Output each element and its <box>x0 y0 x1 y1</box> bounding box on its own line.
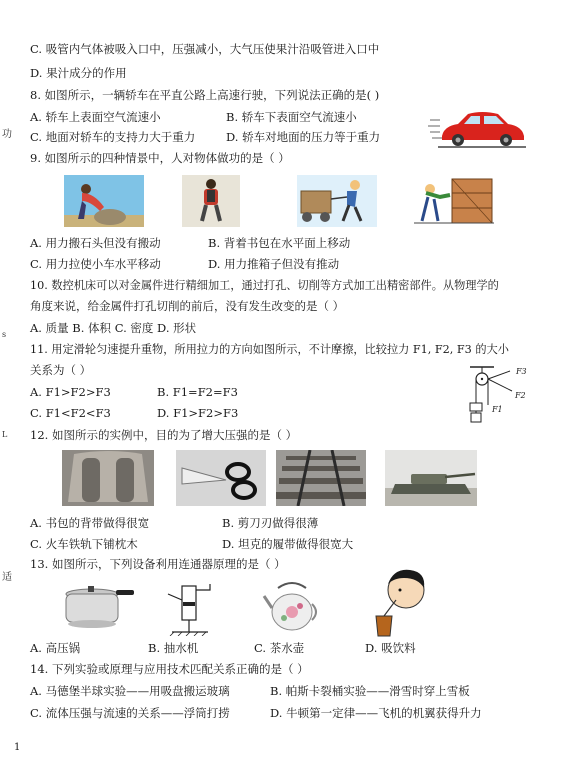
pulley-label-f1: F1 <box>492 405 503 414</box>
q11-option-c: C. F1<F2<F3 <box>30 406 111 420</box>
backpack-straps-picture <box>62 450 154 506</box>
q13-option-b: B. 抽水机 <box>148 641 199 655</box>
page-number: 1 <box>14 742 21 753</box>
q9-option-a: A. 用力搬石头但没有搬动 <box>30 236 161 250</box>
pulling-cart-picture <box>297 175 377 227</box>
q11-option-d: D. F1>F2>F3 <box>157 406 239 420</box>
q8-stem: 8. 如图所示，一辆轿车在平直公路上高速行驶，下列说法正确的是( ) <box>30 88 380 102</box>
q12-stem: 12. 如图所示的实例中，目的为了增大压强的是（ ） <box>30 428 298 442</box>
q11-option-a: A. F1>F2>F3 <box>30 385 111 399</box>
q9-stem: 9. 如图所示的四种情景中，人对物体做功的是（ ） <box>30 151 290 165</box>
pushing-box-picture <box>412 175 496 227</box>
margin-mark: 适 <box>2 572 12 583</box>
q11-stem-line2: 关系为（ ） <box>30 363 92 377</box>
q9-option-c: C. 用力拉使小车水平移动 <box>30 257 161 271</box>
drinking-straw-picture <box>370 566 432 638</box>
q14-option-b: B. 帕斯卡裂桶实验——滑雪时穿上雪板 <box>270 684 470 698</box>
q13-option-c: C. 茶水壶 <box>254 641 305 655</box>
q7-option-c: C. 吸管内气体被吸入口中，压强减小，大气压使果汁沿吸管进入口中 <box>30 42 380 56</box>
q8-option-a: A. 轿车上表面空气流速小 <box>30 110 161 124</box>
q14-option-c: C. 流体压强与流速的关系——浮筒打捞 <box>30 706 230 720</box>
q13-option-a: A. 高压锅 <box>30 641 81 655</box>
margin-mark: 功 <box>2 129 12 140</box>
pulley-label-f2: F2 <box>515 391 526 400</box>
q8-option-b: B. 轿车下表面空气流速小 <box>226 110 357 124</box>
q7-option-d: D. 果汁成分的作用 <box>30 66 127 80</box>
q11-option-b: B. F1=F2=F3 <box>157 385 238 399</box>
q8-option-c: C. 地面对轿车的支持力大于重力 <box>30 130 196 144</box>
q14-option-a: A. 马德堡半球实验——用吸盘搬运玻璃 <box>30 684 230 698</box>
q10-stem-line2: 角度来说，给金属件打孔切削的前后，没有发生改变的是（ ） <box>30 299 345 313</box>
pressure-cooker-picture <box>60 582 136 632</box>
pulley-label-f3: F3 <box>516 367 527 376</box>
red-car-figure <box>428 106 528 150</box>
q12-option-d: D. 坦克的履带做得很宽大 <box>222 537 354 551</box>
margin-mark: s <box>2 330 7 339</box>
scissors-picture <box>176 450 266 506</box>
q12-option-b: B. 剪刀刃做得很薄 <box>222 516 319 530</box>
q13-option-d: D. 吸饮料 <box>365 641 416 655</box>
q9-option-b: B. 背着书包在水平面上移动 <box>208 236 351 250</box>
margin-mark: L <box>2 430 8 439</box>
q10-options: A. 质量 B. 体积 C. 密度 D. 形状 <box>30 321 197 335</box>
q10-stem-line1: 10. 数控机床可以对金属件进行精细加工，通过打孔、切削等方式加工出精密部件。从物理学的 <box>30 279 499 292</box>
railway-track-picture <box>276 450 366 506</box>
teapot-picture <box>262 578 322 636</box>
walking-with-backpack-picture <box>182 175 240 227</box>
tank-picture <box>385 450 477 506</box>
q12-option-c: C. 火车铁轨下铺枕木 <box>30 537 138 551</box>
q9-option-d: D. 用力推箱子但没有推动 <box>208 257 340 271</box>
q8-option-d: D. 轿车对地面的压力等于重力 <box>226 130 381 144</box>
q11-stem-line1: 11. 用定滑轮匀速提升重物，所用拉力的方向如图所示，不计摩擦，比较拉力 F1, F2, F3 的大小 <box>30 343 509 356</box>
q12-option-a: A. 书包的背带做得很宽 <box>30 516 150 530</box>
lifting-stone-picture <box>64 175 144 227</box>
q13-stem: 13. 如图所示，下列设备利用连通器原理的是（ ） <box>30 557 286 571</box>
water-pump-diagram <box>158 580 234 636</box>
q14-option-d: D. 牛顿第一定律——飞机的机翼获得升力 <box>270 706 482 720</box>
q14-stem: 14. 下列实验或原理与应用技术匹配关系正确的是（ ） <box>30 662 309 676</box>
